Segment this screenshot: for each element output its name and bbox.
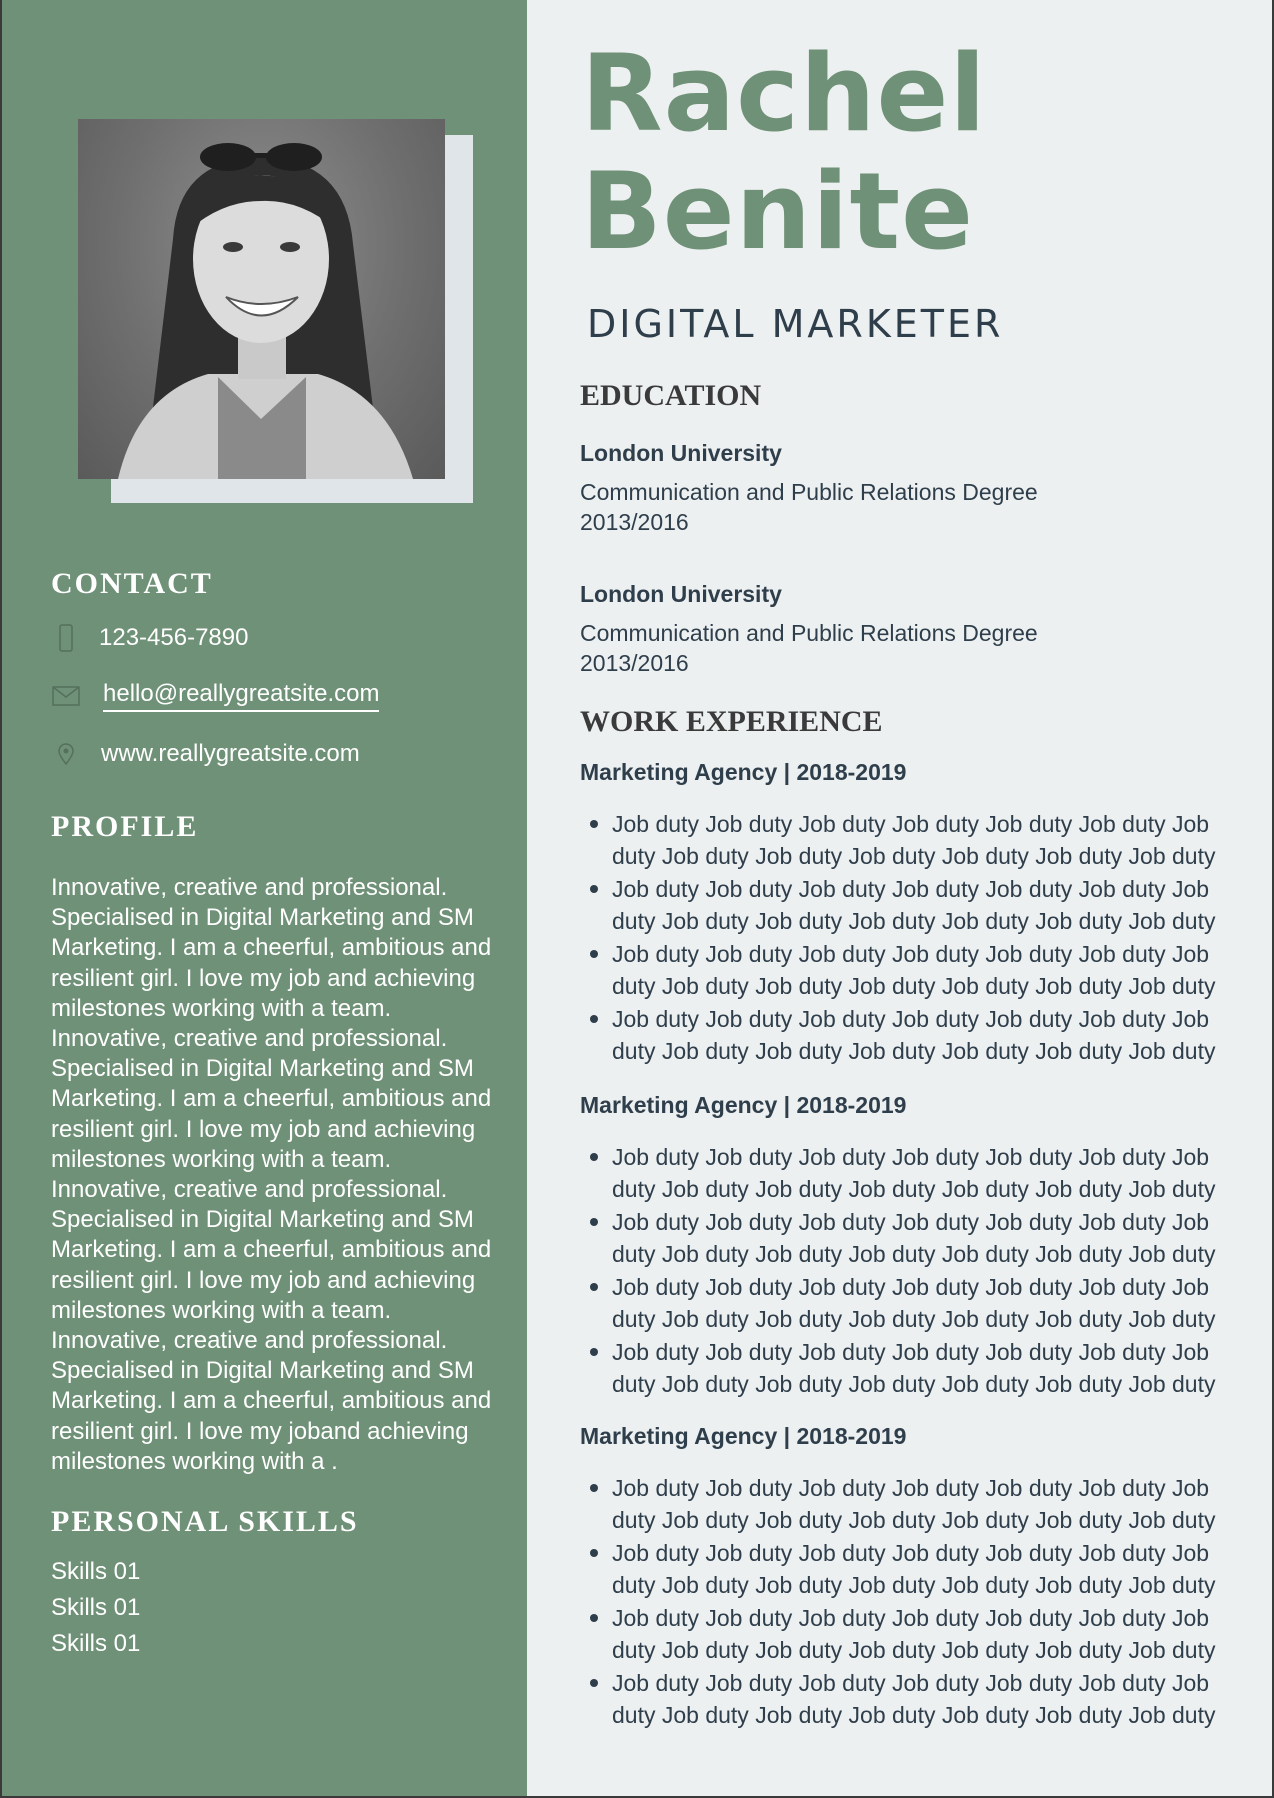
duty-item: Job duty Job duty Job duty Job duty Job duty Job duty Job duty Job duty Job duty Job duty Job duty Job duty Job duty [612, 1336, 1250, 1400]
name-last: Benite [581, 150, 975, 273]
skills-heading: PERSONAL SKILLS [51, 1505, 359, 1538]
job-entry [580, 1423, 1250, 1732]
years: 2013/2016 [580, 509, 689, 535]
job-entry [580, 759, 1250, 1068]
contact-heading: CONTACT [51, 567, 213, 600]
duty-list [580, 1141, 1250, 1400]
profile-text: Innovative, creative and professional. Specialised in Digital Marketing and SM Marketing. I am a cheerful, ambitious and resilient girl. I love my job and achieving milestones working with a team. Innovative, creative and professional. Specialised in Digital Marketing and SM Marketing. I am a cheerful, ambitious and resilient girl. I love my job and achieving milestones working with a team. Innovative, creative and professional. Specialised in Digital Marketing and SM Marketing. I am a cheerful, ambitious and resilient girl. I love my job and achieving milestones working with a team. Innovative, creative and professional. Specialised in Digital Marketing and SM Marketing. I am a cheerful, ambitious and resilient girl. I love my joband achieving milestones working with a . [51, 874, 492, 1475]
job-title: Marketing Agency | 2018-2019 [580, 1423, 907, 1449]
duty-list [580, 1472, 1250, 1731]
duty-item: Job duty Job duty Job duty Job duty Job duty Job duty Job duty Job duty Job duty Job duty Job duty Job duty Job duty [612, 1003, 1250, 1067]
name-first: Rachel [581, 32, 987, 155]
education-entry [580, 440, 1220, 537]
duty-item: Job duty Job duty Job duty Job duty Job duty Job duty Job duty Job duty Job duty Job duty Job duty Job duty Job duty [612, 1472, 1250, 1536]
duty-item: Job duty Job duty Job duty Job duty Job duty Job duty Job duty Job duty Job duty Job duty Job duty Job duty Job duty [612, 1667, 1250, 1731]
duty-list [580, 808, 1250, 1067]
education-heading: EDUCATION [580, 379, 762, 412]
job-role: DIGITAL MARKETER [587, 302, 1004, 346]
location-pin-icon [51, 739, 81, 769]
degree: Communication and Public Relations Degree [580, 620, 1038, 646]
contact-website [51, 738, 360, 770]
work-heading: WORK EXPERIENCE [580, 705, 883, 738]
resume-page [2, 0, 1272, 1796]
skill-item: Skills 01 [51, 1558, 141, 1585]
duty-item: Job duty Job duty Job duty Job duty Job duty Job duty Job duty Job duty Job duty Job duty Job duty Job duty Job duty [612, 1141, 1250, 1205]
envelope-icon [51, 681, 81, 711]
contact-phone [51, 622, 248, 654]
duty-item: Job duty Job duty Job duty Job duty Job duty Job duty Job duty Job duty Job duty Job duty Job duty Job duty Job duty [612, 1537, 1250, 1601]
skill-item: Skills 01 [51, 1594, 141, 1621]
duty-item: Job duty Job duty Job duty Job duty Job duty Job duty Job duty Job duty Job duty Job duty Job duty Job duty Job duty [612, 808, 1250, 872]
candidate-name [581, 32, 987, 273]
profile-photo [78, 119, 445, 479]
email-link[interactable]: hello@reallygreatsite.com [103, 680, 379, 712]
profile-heading: PROFILE [51, 810, 199, 843]
phone-number: 123-456-7890 [99, 624, 249, 651]
education-entry [580, 581, 1220, 678]
duty-item: Job duty Job duty Job duty Job duty Job duty Job duty Job duty Job duty Job duty Job duty Job duty Job duty Job duty [612, 873, 1250, 937]
school-name: London University [580, 440, 782, 466]
job-entry [580, 1092, 1250, 1401]
duty-item: Job duty Job duty Job duty Job duty Job duty Job duty Job duty Job duty Job duty Job duty Job duty Job duty Job duty [612, 938, 1250, 1002]
contact-email [51, 680, 379, 712]
degree: Communication and Public Relations Degree [580, 479, 1038, 505]
duty-item: Job duty Job duty Job duty Job duty Job duty Job duty Job duty Job duty Job duty Job duty Job duty Job duty Job duty [612, 1206, 1250, 1270]
duty-item: Job duty Job duty Job duty Job duty Job duty Job duty Job duty Job duty Job duty Job duty Job duty Job duty Job duty [612, 1271, 1250, 1335]
job-title: Marketing Agency | 2018-2019 [580, 759, 907, 785]
years: 2013/2016 [580, 650, 689, 676]
phone-icon [51, 623, 81, 653]
sidebar [2, 0, 527, 1796]
skills-list [51, 1554, 140, 1662]
school-name: London University [580, 581, 782, 607]
website-link[interactable]: www.reallygreatsite.com [101, 740, 360, 767]
job-title: Marketing Agency | 2018-2019 [580, 1092, 907, 1118]
duty-item: Job duty Job duty Job duty Job duty Job duty Job duty Job duty Job duty Job duty Job duty Job duty Job duty Job duty [612, 1602, 1250, 1666]
skill-item: Skills 01 [51, 1630, 141, 1657]
